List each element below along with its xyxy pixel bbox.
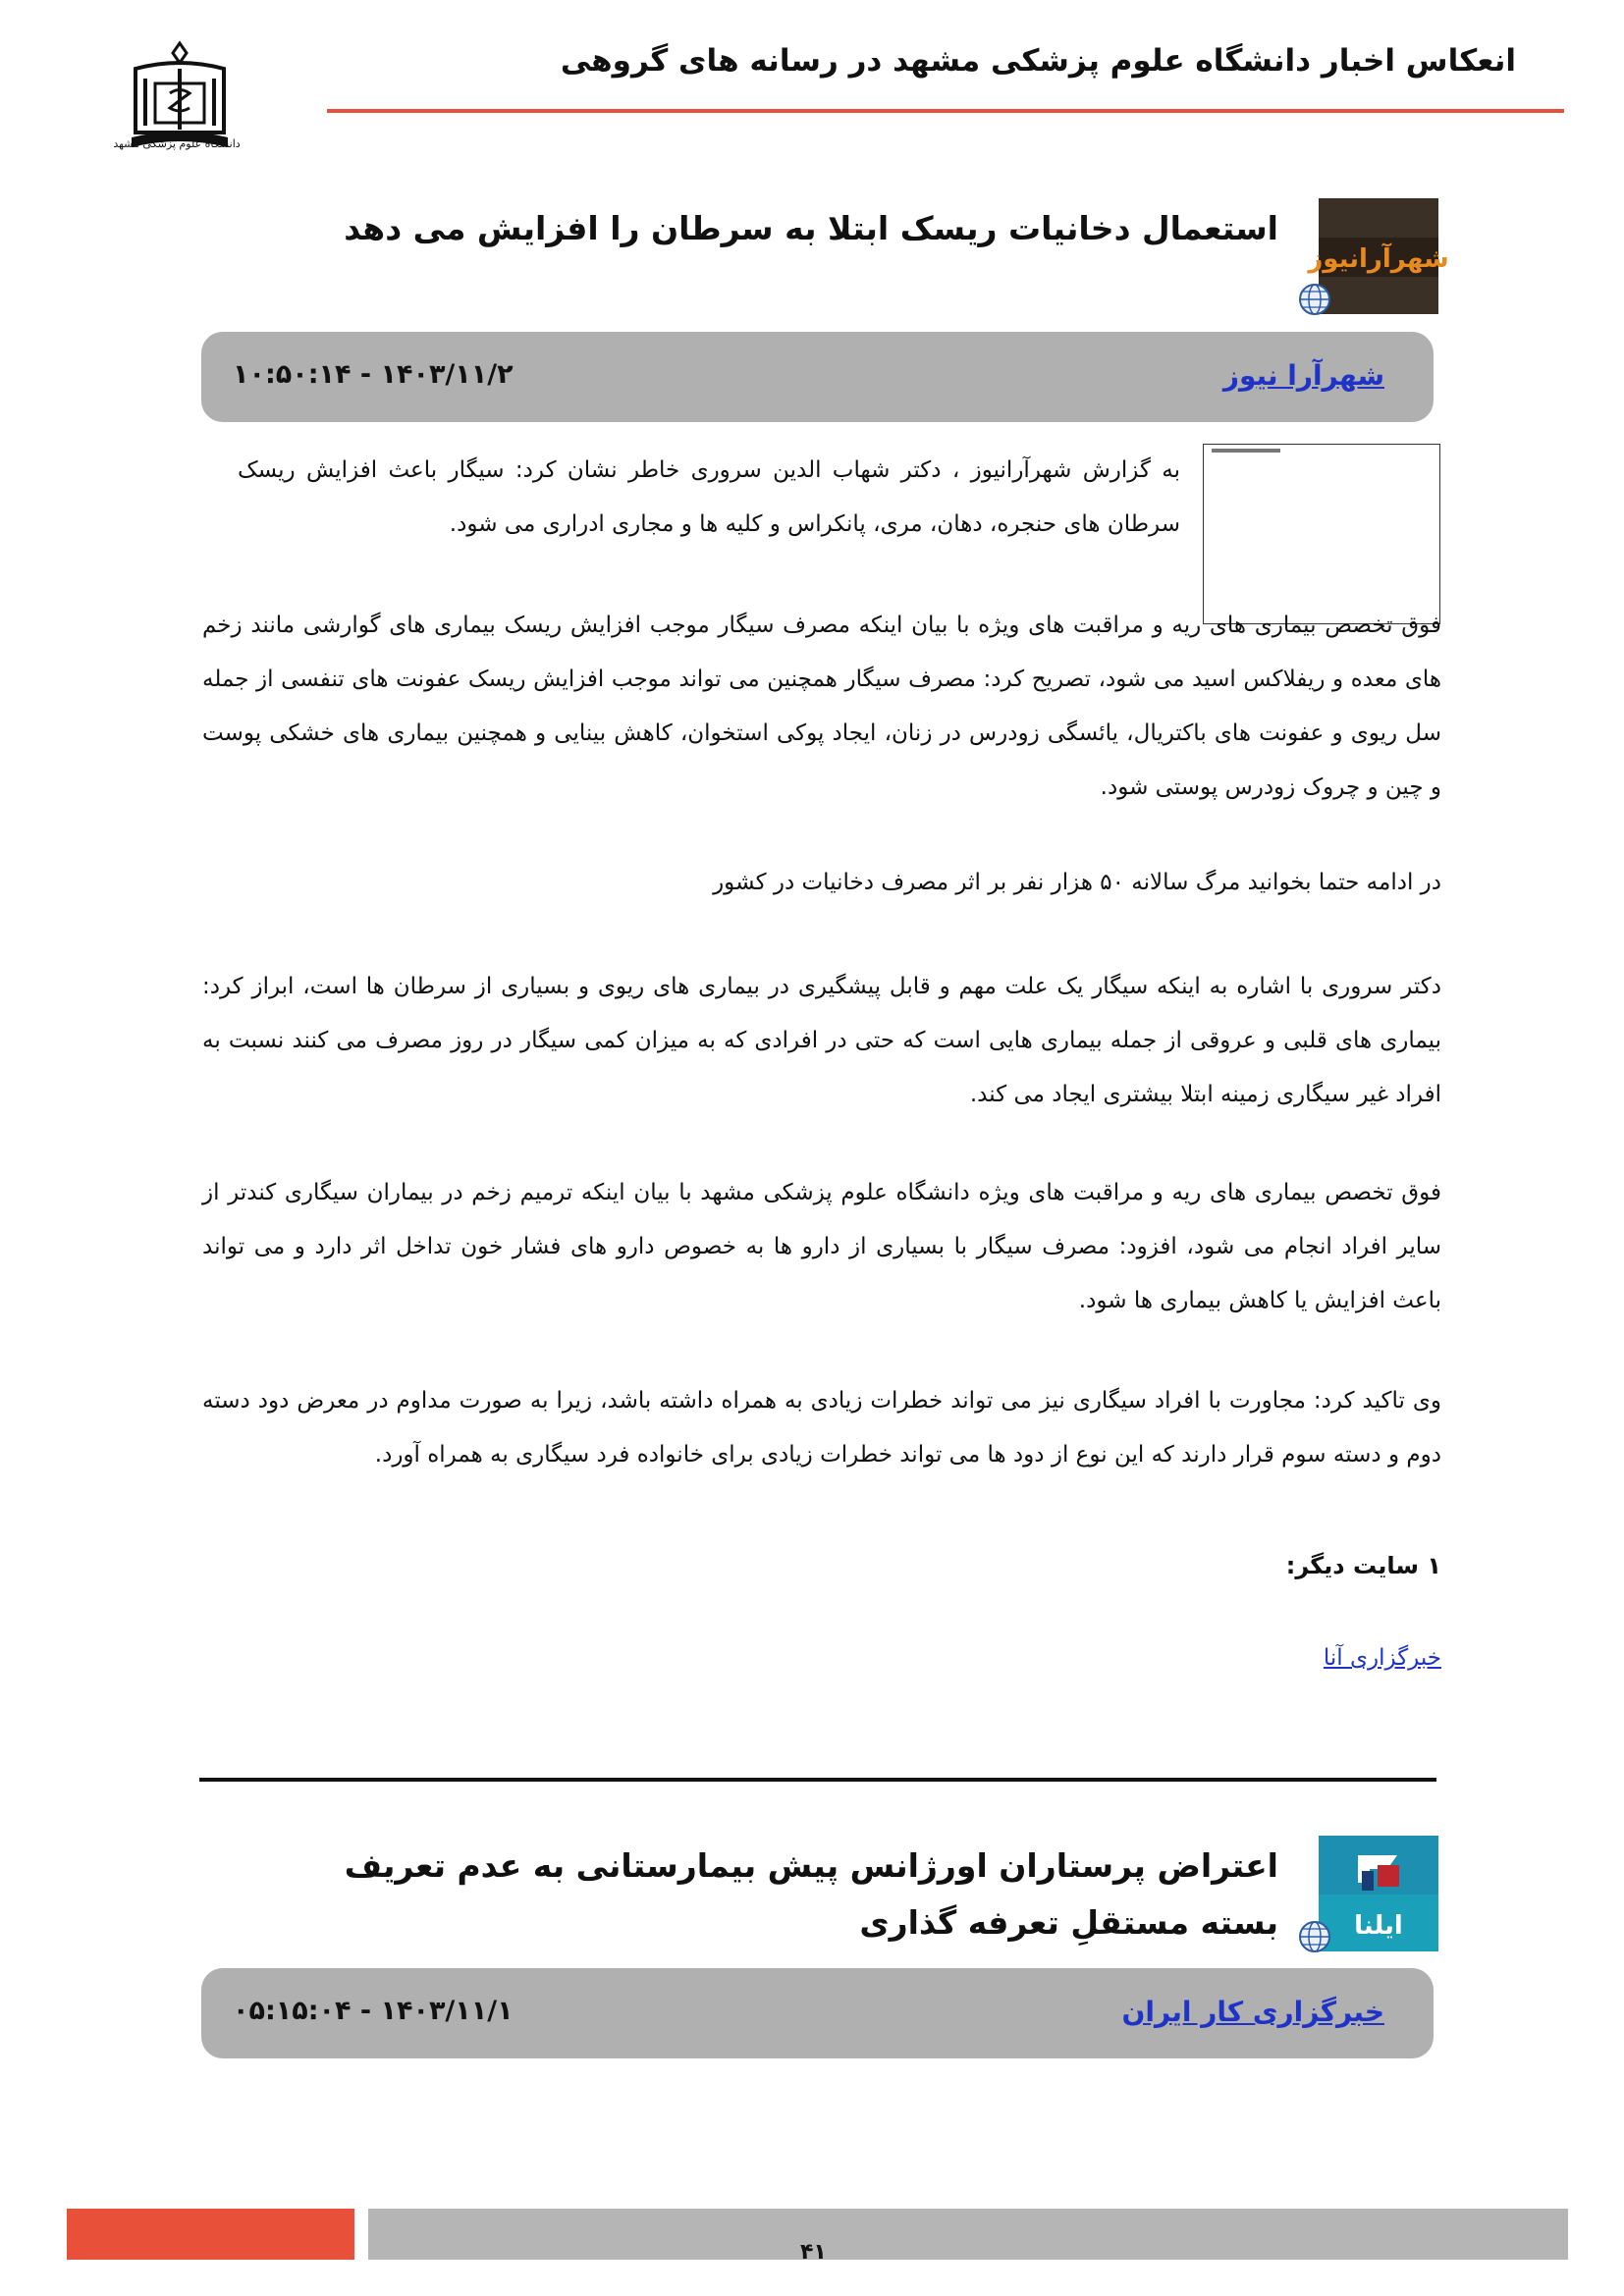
- article1-datetime: ۱۴۰۳/۱۱/۲ - ۱۰:۵۰:۱۴: [233, 359, 514, 390]
- article1-paragraph-4: دکتر سروری با اشاره به اینکه سیگار یک علت مهم و قابل پیشگیری در بیماری های ریوی و بسیاری از سرطان ها است، ابراز کرد: بیماری های قلبی و عروقی از جمله بیماری هایی است که حتی در افرادی که به میزان کمی سیگار در روز مصرف می کنند نسبت به افراد غیر سیگاری زمینه ابتلا بیشتری ایجاد می کند.: [202, 974, 1441, 1107]
- article1-title: استعمال دخانیات ریسک ابتلا به سرطان را افزایش می دهد: [344, 209, 1278, 247]
- svg-text:ایلنا: ایلنا: [1354, 1911, 1403, 1941]
- article1-paragraph-6: وی تاکید کرد: مجاورت با افراد سیگاری نیز می تواند خطرات زیادی به همراه داشته باشد، زیرا به صورت مداوم در معرض دود دسته دوم و دسته سوم قرار دارند که این نوع از دود ها می تواند خطرات زیادی برای خانواده فرد سیگاری به همراه آورد.: [202, 1388, 1441, 1468]
- article-image-placeholder: [1203, 444, 1440, 624]
- svg-text:شهرآرانیوز: شهرآرانیوز: [1308, 244, 1449, 274]
- other-sites-label: ۱ سایت دیگر:: [1285, 1552, 1441, 1579]
- article1-paragraph-1: به گزارش شهرآرانیوز ، دکتر شهاب الدین سروری خاطر نشان کرد: سیگار باعث افزایش ریسک سرطان های حنجره، دهان، مری، پانکراس و کلیه ها و مجاری ادراری می شود.: [238, 457, 1180, 537]
- article-separator: [199, 1778, 1436, 1782]
- article2-datetime: ۱۴۰۳/۱۱/۱ - ۰۵:۱۵:۰۴: [233, 1996, 514, 2026]
- article1-source-link[interactable]: شهرآرا نیوز: [1222, 359, 1384, 392]
- footer-bar: [368, 2209, 1568, 2260]
- ilna-logo-thumbnail: [1319, 1836, 1438, 1951]
- article2-source-link[interactable]: خبرگزاری کار ایران: [1121, 1996, 1384, 2028]
- other-site-link[interactable]: خبرگزاری آنا: [1323, 1645, 1441, 1671]
- shahraranews-logo-thumbnail: [1308, 198, 1449, 314]
- globe-icon: [1298, 1920, 1331, 1953]
- article1-paragraph-3: در ادامه حتما بخوانید مرگ سالانه ۵۰ هزار نفر بر اثر مصرف دخانیات در کشور: [713, 870, 1441, 895]
- header-divider: [327, 109, 1564, 113]
- globe-icon: [1298, 283, 1331, 316]
- article1-meta-bar: [201, 332, 1434, 422]
- page-number: ۴۱: [800, 2240, 827, 2265]
- article2-meta-bar: [201, 1968, 1434, 2058]
- page-header-title: انعکاس اخبار دانشگاه علوم پزشکی مشهد در رسانه های گروهی: [560, 43, 1516, 79]
- article1-paragraph-2: فوق تخصص بیماری های ریه و مراقبت های ویژه با بیان اینکه مصرف سیگار موجب افزایش ریسک بیماری های گوارشی مانند زخم های معده و ریفلاکس اسید می شود، تصریح کرد: مصرف سیگار همچنین می تواند موجب افزایش ریسک عفونت های تنفسی از جمله سل ریوی و عفونت های باکتریال، یائسگی زودرس در زنان، ایجاد پوکی استخوان، کاهش بینایی و همچنین بیماری های خشکی پوست و چین و چروک زودرس پوستی شود.: [202, 613, 1441, 800]
- logo-caption: دانشگاه علوم پزشکی مشهد: [113, 137, 241, 150]
- article1-paragraph-5: فوق تخصص بیماری های ریه و مراقبت های ویژه دانشگاه علوم پزشکی مشهد با بیان اینکه ترمیم زخم در بیماران سیگاری کندتر از سایر افراد انجام می شود، افزود: مصرف سیگار با بسیاری از دارو ها به خصوص دارو های فشار خون تداخل اثر دارد و می تواند باعث افزایش یا کاهش بیماری ها شود.: [202, 1180, 1441, 1313]
- footer-accent-bar: [67, 2209, 354, 2260]
- article2-title: اعتراض پرستاران اورژانس پیش بیمارستانی به عدم تعریف بسته مستقلِ تعرفه گذاری: [344, 1846, 1278, 1942]
